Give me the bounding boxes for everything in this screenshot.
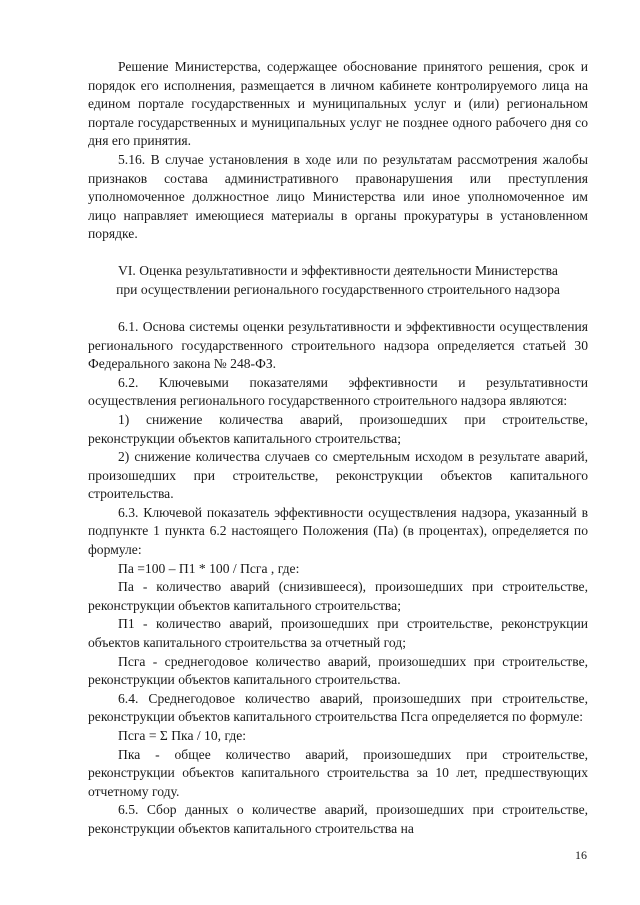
list-item-1: 1) снижение количества аварий, произошедших при строительстве, реконструкции объектов капитального строительства; <box>88 411 588 446</box>
paragraph-decision: Решение Министерства, содержащее обоснование принятого решения, срок и порядок его исполнения, размещается в личном кабинете контролируемого лица на едином портале государственных и муниципальных услуг и (или) региональном портале государственных и муниципальных услуг не позднее одного рабочего дня со дня его принятия. <box>88 59 588 149</box>
page-number: 16 <box>575 848 587 862</box>
paragraph-5-16: 5.16. В случае установления в ходе или по результатам рассмотрения жалобы признаков состава административного правонарушения или преступления уполномоченное должностное лицо Министерства или иное уполномоченное им лицо направляет имеющиеся материалы в органы прокуратуры в установленном порядке. <box>88 151 588 242</box>
section-heading-line-1: VI. Оценка результативности и эффективности деятельности Министерства <box>118 262 558 278</box>
formula-pa: Па =100 – П1 * 100 / Псга , где: <box>118 560 300 576</box>
document-page <box>88 58 588 839</box>
definition-pa: Па - количество аварий (снизившееся), произошедших при строительстве, реконструкции объектов капитального строительства; <box>88 579 588 613</box>
section-heading-line-2: при осуществлении регионального государственного строительного надзора <box>116 281 560 297</box>
definition-p1: П1 - количество аварий, произошедших при строительстве, реконструкции объектов капитального строительства за отчетный год; <box>88 616 588 651</box>
paragraph-6-1: 6.1. Основа системы оценки результативности и эффективности осуществления регионального государственного строительного надзора определяется статьей 30 Федерального закона № 248-ФЗ. <box>88 318 588 372</box>
paragraph-6-3: 6.3. Ключевой показатель эффективности осуществления надзора, указанный в подпункте 1 пункта 6.2 настоящего Положения (Па) (в процентах), определяется по формуле: <box>88 504 588 558</box>
paragraph-6-4: 6.4. Среднегодовое количество аварий, произошедших при строительстве, реконструкции объектов капитального строительства Псга определяется по формуле: <box>88 690 588 725</box>
definition-pka: Пка - общее количество аварий, произошедших при строительстве, реконструкции объектов капитального строительства за 10 лет, предшествующих отчетному году. <box>88 746 588 799</box>
formula-psga: Псга = Σ Пка / 10, где: <box>118 728 247 743</box>
section-heading <box>88 261 588 299</box>
definition-psga: Псга - среднегодовое количество аварий, произошедших при строительстве, реконструкции объектов капитального строительства. <box>88 653 588 688</box>
paragraph-6-2: 6.2. Ключевыми показателями эффективности и результативности осуществления регионального государственного строительного надзора являются: <box>88 374 588 409</box>
paragraph-6-5: 6.5. Сбор данных о количестве аварий, произошедших при строительстве, реконструкции объектов капитального строительства на <box>88 802 588 836</box>
list-item-2: 2) снижение количества случаев со смертельным исходом в результате аварий, произошедших при строительстве, реконструкции объектов капитального строительства. <box>88 449 588 502</box>
